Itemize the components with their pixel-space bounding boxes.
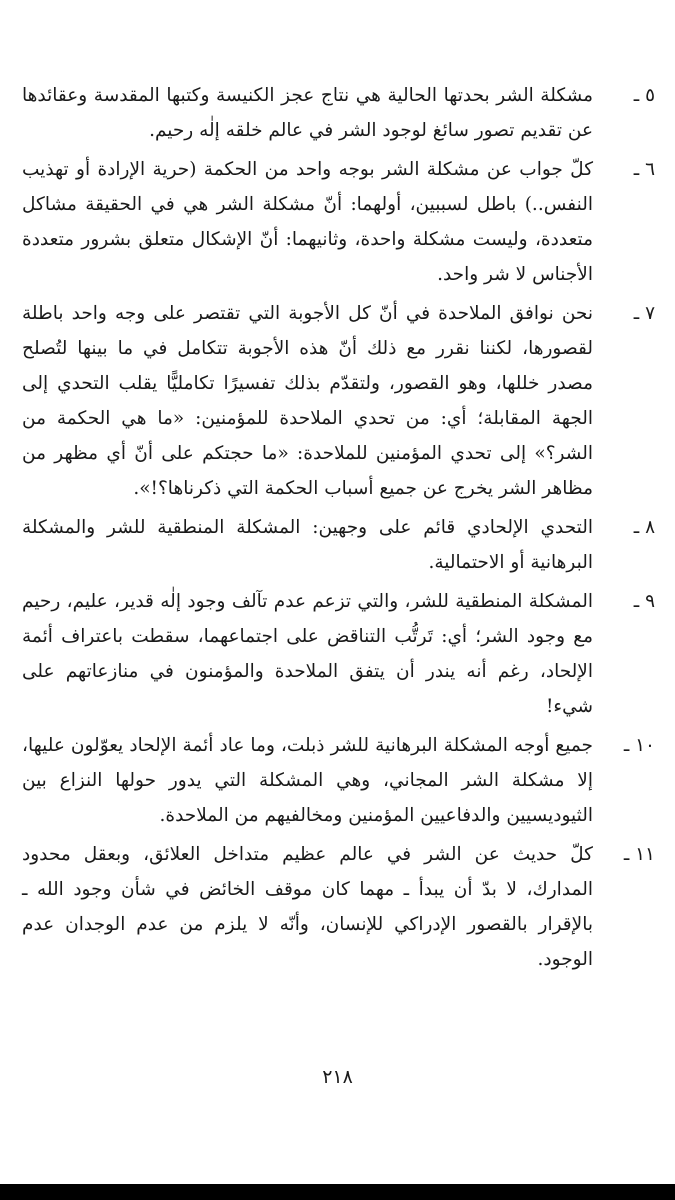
item-number: ١١ ـ: [623, 844, 655, 865]
item-text: مشكلة الشر بحدتها الحالية هي نتاج عجز الكنيسة وكتبها المقدسة وعقائدها عن تقديم تصور سائغ لوجود الشر في عالم خلقه إلٰه رحيم.: [22, 85, 593, 141]
document-page: [0, 78, 675, 1118]
bottom-bar: [0, 1184, 675, 1200]
item-text: التحدي الإلحادي قائم على وجهين: المشكلة المنطقية للشر والمشكلة البرهانية أو الاحتمالية.: [22, 517, 593, 573]
list-item: [0, 728, 675, 833]
item-text: جميع أوجه المشكلة البرهانية للشر ذبلت، وما عاد أئمة الإلحاد يعوّلون عليها، إلا مشكلة الشر المجاني، وهي المشكلة التي يدور حولها النزاع بين الثيوديسيين والدفاعيين المؤمنين ومخالفيهم من الملاحدة.: [22, 735, 593, 826]
item-number: ٨ ـ: [633, 517, 655, 538]
list-item: [0, 837, 675, 977]
list-item: [0, 78, 675, 148]
list-item: [0, 152, 675, 292]
item-text: كلّ حديث عن الشر في عالم عظيم متداخل العلائق، وبعقل محدود المدارك، لا بدّ أن يبدأ ـ مهما كان موقف الخائض في شأن وجود الله ـ بالإقرار بالقصور الإدراكي للإنسان، وأنّه لا يلزم من عدم الوجدان عدم الوجود.: [22, 844, 593, 970]
item-number: ١٠ ـ: [623, 735, 655, 756]
item-text: كلّ جواب عن مشكلة الشر بوجه واحد من الحكمة (حرية الإرادة أو تهذيب النفس..) باطل لسببين، أولهما: أنّ مشكلة الشر هي في الحقيقة مشاكل متعددة، وليست مشكلة واحدة، وثانيهما: أنّ الإشكال متعلق بشرور متعددة الأجناس لا شر واحد.: [22, 159, 593, 285]
list-item: [0, 510, 675, 580]
item-number: ٦ ـ: [633, 159, 655, 180]
item-number: ٩ ـ: [633, 591, 655, 612]
item-text: نحن نوافق الملاحدة في أنّ كل الأجوبة التي تقتصر على وجه واحد باطلة لقصورها، لكننا نقرر مع ذلك أنّ هذه الأجوبة تتكامل في ما بينها لتُصلح مصدر خللها، وهو القصور، ولتقدّم بذلك تفسيرًا تكامليًّا يقلب التحدي إلى الجهة المقابلة؛ أي: من تحدي الملاحدة للمؤمنين: «ما هي الحكمة من الشر؟» إلى تحدي المؤمنين للملاحدة: «ما حجتكم على أنّ أي مظهر من مظاهر الشر يخرج عن جميع أسباب الحكمة التي ذكرناها؟!».: [22, 303, 593, 499]
page-number: ٢١٨: [322, 1066, 353, 1088]
list-item: [0, 584, 675, 724]
item-number: ٥ ـ: [633, 85, 655, 106]
item-text: المشكلة المنطقية للشر، والتي تزعم عدم تآلف وجود إلٰه قدير، عليم، رحيم مع وجود الشر؛ أي: تَرتُّب التناقض على اجتماعهما، سقطت باعتراف أئمة الإلحاد، رغم أنه يندر أن يتفق الملاحدة والمؤمنون في منازعاتهم على شيء!: [22, 591, 593, 717]
list-item: [0, 296, 675, 506]
item-number: ٧ ـ: [633, 303, 655, 324]
